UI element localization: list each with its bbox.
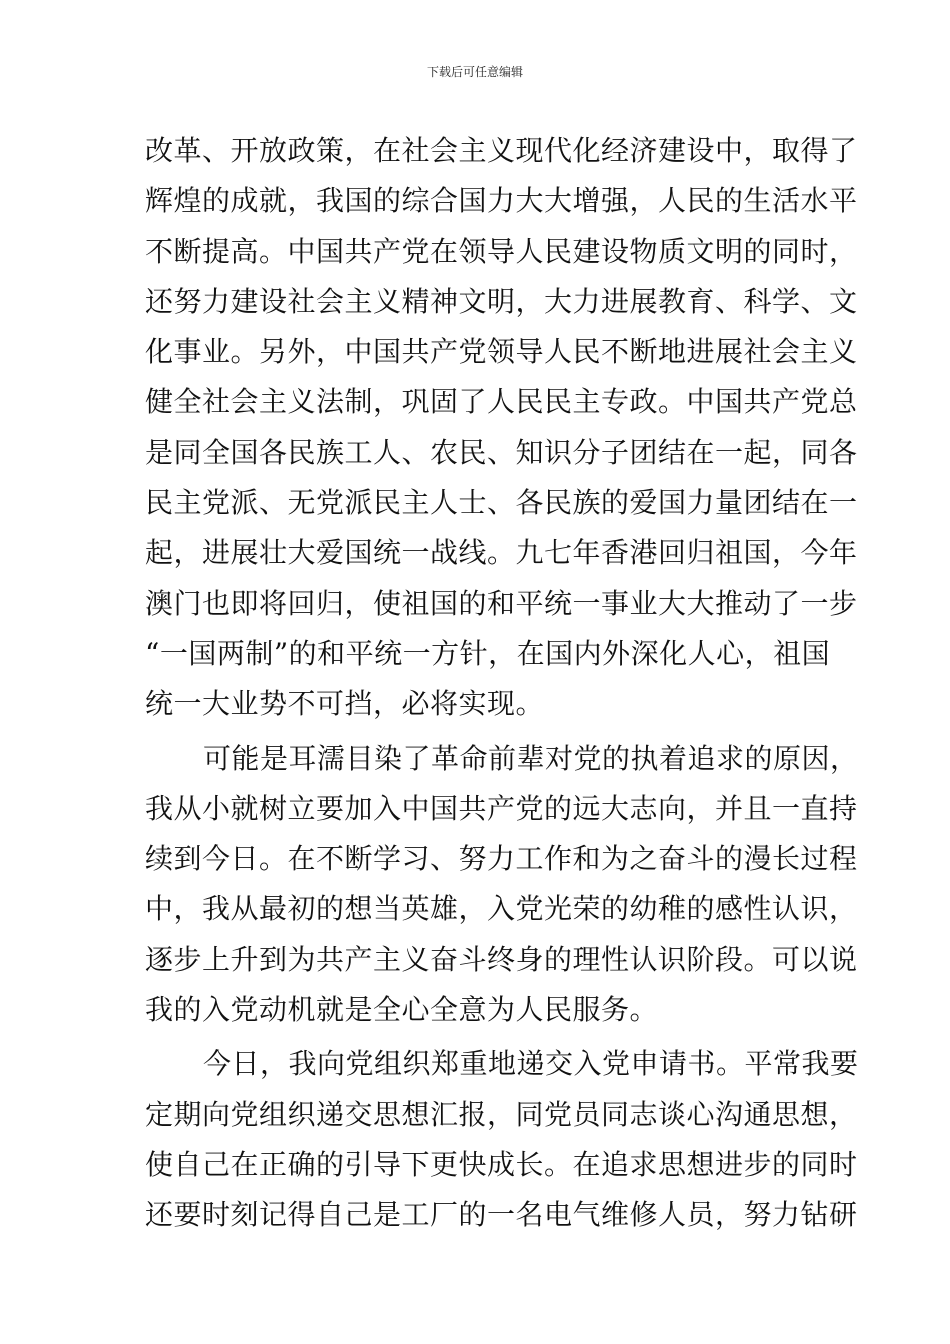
- body-line: 中，我从最初的想当英雄，入党光荣的幼稚的感性认识，: [145, 892, 858, 926]
- body-line: “一国两制”的和平统一方针，在国内外深化人心，祖国: [145, 636, 831, 670]
- body-line: 还要时刻记得自己是工厂的一名电气维修人员，努力钻研: [145, 1198, 858, 1232]
- body-line: 还努力建设社会主义精神文明，大力进展教育、科学、文: [145, 284, 858, 318]
- body-line: 统一大业势不可挡，必将实现。: [145, 687, 545, 721]
- body-line: 改革、开放政策，在社会主义现代化经济建设中，取得了: [145, 134, 858, 167]
- body-line: 起，进展壮大爱国统一战线。九七年香港回归祖国，今年: [145, 536, 858, 570]
- body-line: 不断提高。中国共产党在领导人民建设物质文明的同时，: [145, 234, 858, 268]
- body-line: 辉煌的成就，我国的综合国力大大增强，人民的生活水平: [145, 184, 858, 218]
- body-line: 民主党派、无党派民主人士、各民族的爱国力量团结在一: [145, 486, 858, 520]
- body-line: 使自己在正确的引导下更快成长。在追求思想进步的同时: [145, 1147, 858, 1181]
- body-line: 化事业。另外，中国共产党领导人民不断地进展社会主义: [145, 335, 858, 369]
- body-line: 我的入党动机就是全心全意为人民服务。: [145, 993, 659, 1027]
- paragraph-start-line: 今日，我向党组织郑重地递交入党申请书。平常我要: [203, 1047, 859, 1081]
- body-line: 定期向党组织递交思想汇报，同党员同志谈心沟通思想，: [145, 1097, 858, 1131]
- body-line: 续到今日。在不断学习、努力工作和为之奋斗的漫长过程: [145, 842, 858, 876]
- paragraph-start-line: 可能是耳濡目染了革命前辈对党的执着追求的原因，: [203, 741, 859, 775]
- body-line: 健全社会主义法制，巩固了人民民主专政。中国共产党总: [145, 385, 858, 419]
- body-line: 澳门也即将回归，使祖国的和平统一事业大大推动了一步: [145, 586, 858, 620]
- body-line: 逐步上升到为共产主义奋斗终身的理性认识阶段。可以说: [145, 942, 858, 976]
- document-body: [145, 126, 859, 1241]
- body-line: 是同全国各民族工人、农民、知识分子团结在一起，同各: [145, 435, 858, 469]
- body-line: 我从小就树立要加入中国共产党的远大志向，并且一直持: [145, 791, 858, 825]
- page-header-note: 下载后可任意编辑: [426, 65, 523, 79]
